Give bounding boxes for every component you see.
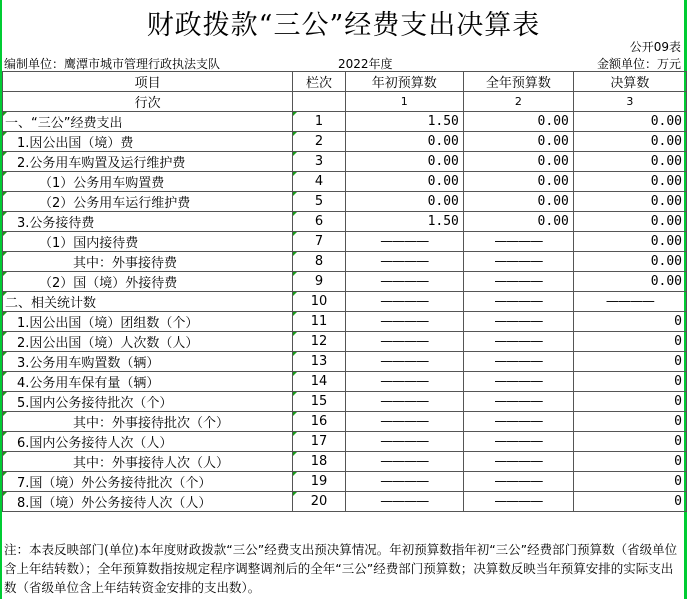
row-number: 7 [293,232,345,252]
index-1: 1 [345,92,463,112]
row-label: （1）国内接待费 [3,232,293,252]
row-budget-full: 0.00 [463,152,573,172]
row-final: 0 [573,432,686,452]
table-body [3,112,687,512]
header-row-no: 行次 [3,92,293,112]
row-number: 20 [293,492,345,512]
index-3: 3 [573,92,686,112]
row-label: （1）公务用车购置费 [3,172,293,192]
row-budget-full: ———— [463,372,573,392]
row-final: 0.00 [573,232,686,252]
row-budget-initial: ———— [345,492,463,512]
row-budget-initial: ———— [345,412,463,432]
row-label: 3.公务接待费 [3,212,293,232]
row-final: 0.00 [573,212,686,232]
row-final: 0 [573,392,686,412]
row-budget-initial: ———— [345,252,463,272]
row-budget-full: 0.00 [463,172,573,192]
row-label: 6.国内公务接待人次（人） [3,432,293,452]
index-empty [293,92,345,112]
row-budget-full: ———— [463,312,573,332]
row-final: 0 [573,492,686,512]
row-budget-full: 0.00 [463,192,573,212]
row-final: 0 [573,412,686,432]
row-budget-initial: ———— [345,452,463,472]
table-row [3,452,687,472]
row-number: 15 [293,392,345,412]
row-budget-initial: ———— [345,312,463,332]
table-row [3,352,687,372]
row-final: 0.00 [573,272,686,292]
row-number: 11 [293,312,345,332]
table-row [3,252,687,272]
row-budget-initial: ———— [345,432,463,452]
row-number: 19 [293,472,345,492]
row-number: 10 [293,292,345,312]
table-row [3,392,687,412]
table-row [3,152,687,172]
row-budget-initial: ———— [345,272,463,292]
index-2: 2 [463,92,573,112]
row-number: 13 [293,352,345,372]
expense-table [2,71,687,512]
table-row [3,232,687,252]
row-budget-initial: 1.50 [345,212,463,232]
row-budget-initial: ———— [345,472,463,492]
table-row [3,472,687,492]
row-label: 1.因公出国（境）团组数（个） [3,312,293,332]
row-final: 0.00 [573,132,686,152]
header-item: 项目 [3,72,293,92]
table-row [3,272,687,292]
row-number: 6 [293,212,345,232]
row-number: 18 [293,452,345,472]
row-budget-full: ———— [463,472,573,492]
row-label: 2.因公出国（境）人次数（人） [3,332,293,352]
row-number: 5 [293,192,345,212]
row-final: ———— [573,292,686,312]
row-number: 14 [293,372,345,392]
row-label: 8.国（境）外公务接待人次（人） [3,492,293,512]
row-final: 0.00 [573,192,686,212]
row-label: 其中：外事接待人次（人） [3,452,293,472]
row-budget-initial: ———— [345,292,463,312]
row-final: 0.00 [573,252,686,272]
index-row [3,92,687,112]
header-col-no: 栏次 [293,72,345,92]
row-budget-full: ———— [463,252,573,272]
header-budget-initial: 年初预算数 [345,72,463,92]
row-budget-initial: ———— [345,352,463,372]
row-label: 其中：外事接待费 [3,252,293,272]
footnote: 注：本表反映部门(单位)本年度财政拨款“三公”经费支出预决算情况。年初预算数指年初“三公”经费部门预算数（省级单位含上年结转数）；全年预算数指按规定程序调整调剂后的全年“三公”经费部门预算数；决算数反映当年预算安排的实际支出数（省级单位含上年结转资金安排的支出数）。 [4,542,678,595]
row-label: 5.国内公务接待批次（个） [3,392,293,412]
row-label: 2.公务用车购置及运行维护费 [3,152,293,172]
row-label: 7.国（境）外公务接待批次（个） [3,472,293,492]
row-budget-initial: ———— [345,332,463,352]
row-budget-full: ———— [463,332,573,352]
row-budget-full: ———— [463,292,573,312]
row-budget-initial: ———— [345,392,463,412]
row-number: 1 [293,112,345,132]
report-year: 2022年度 [338,57,393,71]
row-budget-initial: ———— [345,232,463,252]
org-label: 编制单位：鹰潭市城市管理行政执法支队 [4,57,221,71]
row-budget-full: ———— [463,412,573,432]
header-budget-full: 全年预算数 [463,72,573,92]
row-label: 4.公务用车保有量（辆） [3,372,293,392]
row-final: 0 [573,332,686,352]
row-label: （2）公务用车运行维护费 [3,192,293,212]
table-row [3,492,687,512]
row-number: 16 [293,412,345,432]
row-budget-initial: 1.50 [345,112,463,132]
row-budget-initial: 0.00 [345,152,463,172]
row-label: 3.公务用车购置数（辆） [3,352,293,372]
report-meta-row [4,55,681,71]
row-budget-initial: 0.00 [345,172,463,192]
row-number: 4 [293,172,345,192]
table-row [3,112,687,132]
row-budget-full: 0.00 [463,212,573,232]
row-label: 一、“三公”经费支出 [3,112,293,132]
row-number: 2 [293,132,345,152]
table-row [3,292,687,312]
table-row [3,372,687,392]
row-budget-initial: 0.00 [345,192,463,212]
row-number: 12 [293,332,345,352]
table-row [3,332,687,352]
money-unit: 金额单位：万元 [596,57,681,71]
table-row [3,132,687,152]
row-final: 0.00 [573,112,686,132]
row-number: 8 [293,252,345,272]
table-row [3,172,687,192]
row-final: 0.00 [573,172,686,192]
row-label: 1.因公出国（境）费 [3,132,293,152]
row-final: 0 [573,352,686,372]
header-row [3,72,687,92]
row-label: 二、相关统计数 [3,292,293,312]
row-final: 0 [573,452,686,472]
row-budget-full: ———— [463,232,573,252]
row-budget-full: ———— [463,492,573,512]
header-final: 决算数 [573,72,686,92]
table-row [3,192,687,212]
table-row [3,312,687,332]
row-budget-full: ———— [463,432,573,452]
row-number: 17 [293,432,345,452]
row-budget-full: ———— [463,392,573,412]
row-budget-full: 0.00 [463,132,573,152]
row-label: （2）国（境）外接待费 [3,272,293,292]
row-budget-full: ———— [463,272,573,292]
form-code: 公开09表 [629,40,681,54]
row-budget-initial: ———— [345,372,463,392]
row-final: 0 [573,472,686,492]
row-budget-full: 0.00 [463,112,573,132]
row-label: 其中：外事接待批次（个） [3,412,293,432]
row-final: 0.00 [573,152,686,172]
table-row [3,212,687,232]
row-final: 0 [573,372,686,392]
row-final: 0 [573,312,686,332]
row-budget-full: ———— [463,352,573,372]
row-budget-initial: 0.00 [345,132,463,152]
table-row [3,412,687,432]
row-number: 9 [293,272,345,292]
report-title: 财政拨款“三公”经费支出决算表 [146,10,541,41]
row-number: 3 [293,152,345,172]
table-row [3,432,687,452]
row-budget-full: ———— [463,452,573,472]
